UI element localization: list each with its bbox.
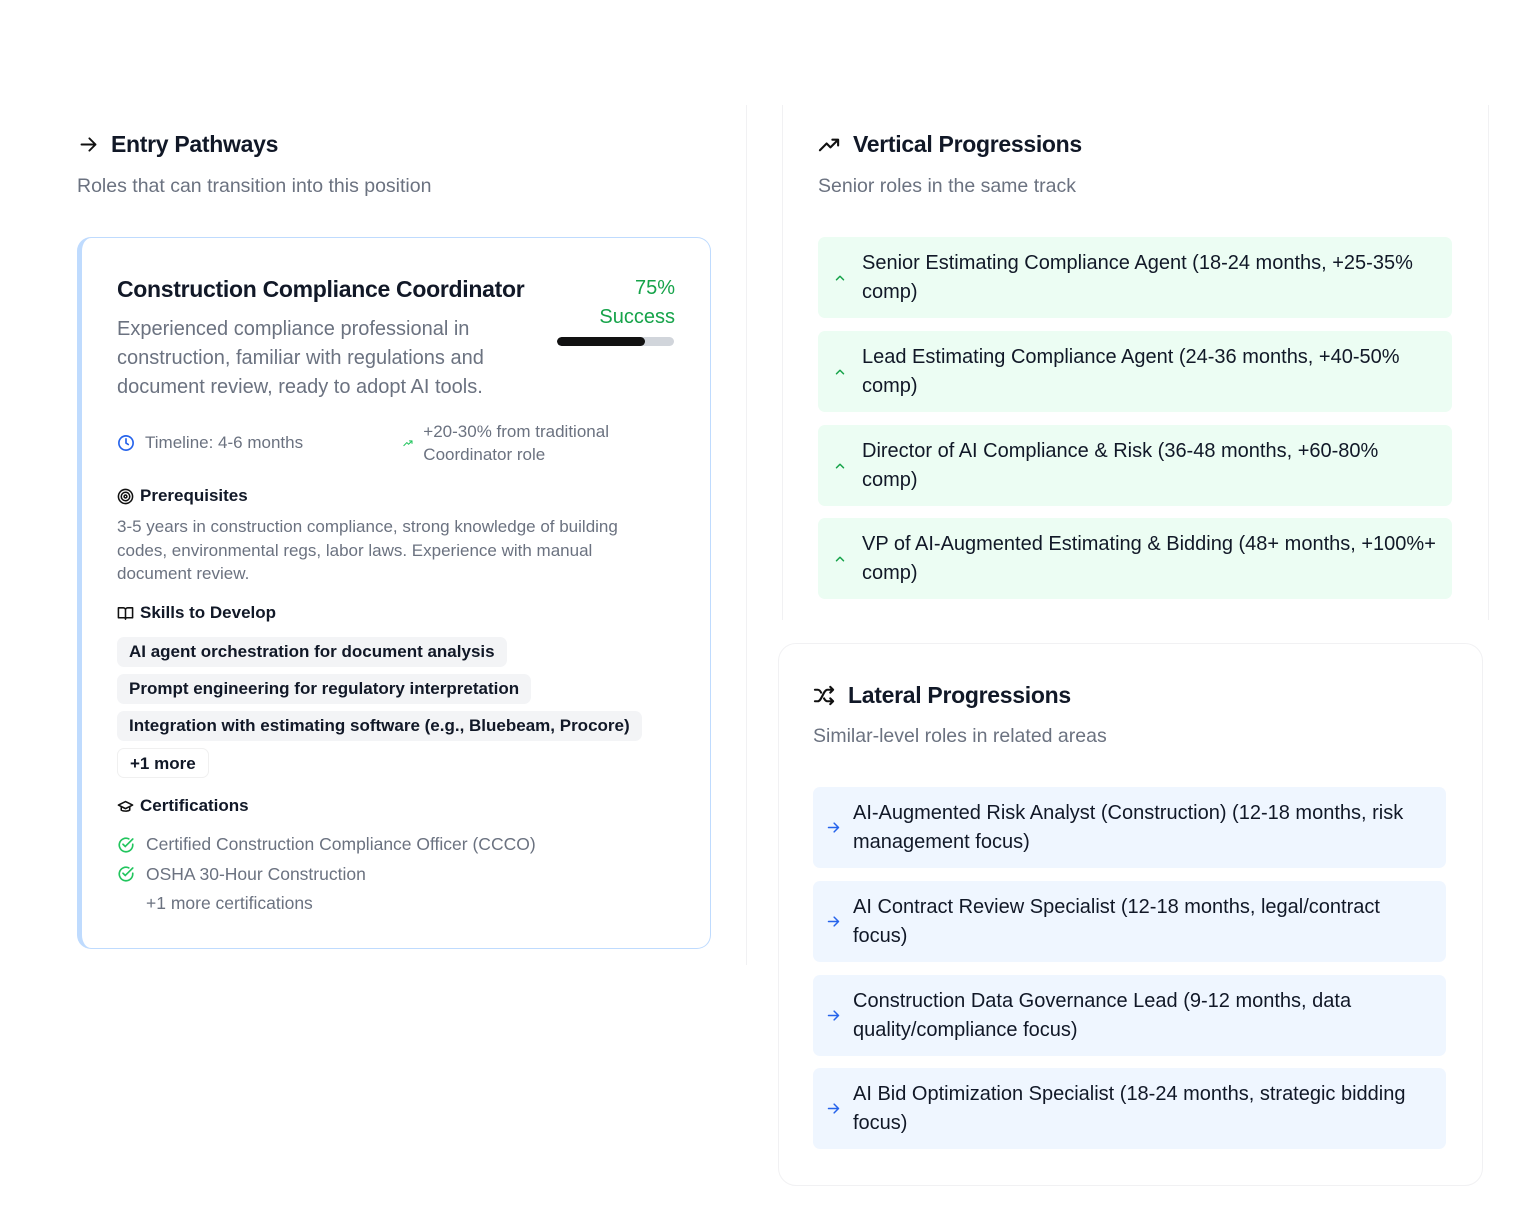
lateral-progressions-heading: [813, 682, 1071, 709]
arrow-right-icon: [813, 914, 853, 929]
lateral-progression-item[interactable]: [813, 975, 1446, 1056]
prerequisites-text: 3-5 years in construction compliance, strong knowledge of building codes, environmental regs, labor laws. Experience with manual document review.: [117, 517, 618, 583]
vertical-progression-text: VP of AI-Augmented Estimating & Bidding (48+ months, +100%+ comp): [862, 532, 1436, 584]
arrow-right-icon: [813, 1101, 853, 1116]
check-circle-icon: [117, 865, 135, 883]
vertical-progressions-heading: [818, 131, 1082, 158]
success-label: Success: [599, 306, 675, 328]
skills-list: [117, 637, 642, 778]
success-percent: 75%: [634, 277, 675, 299]
certification-item: [117, 830, 536, 860]
vertical-progression-text: Lead Estimating Compliance Agent (24-36 months, +40-50% comp): [862, 345, 1400, 397]
pathway-card[interactable]: [77, 237, 711, 949]
check-circle-icon: [117, 836, 135, 854]
prerequisites-label: Prerequisites: [140, 486, 248, 505]
chevron-up-icon: [818, 552, 862, 566]
compensation: [403, 420, 653, 466]
success-progress-fill: [557, 337, 645, 346]
certifications-list: [117, 830, 536, 919]
certification-name: Certified Construction Compliance Officer (CCCO): [146, 834, 536, 855]
skills-heading: [117, 603, 276, 623]
arrow-right-icon: [78, 134, 99, 155]
certifications-label: Certifications: [140, 796, 249, 815]
chevron-up-icon: [818, 459, 862, 473]
arrow-right-icon: [813, 1008, 853, 1023]
skills-label: Skills to Develop: [140, 603, 277, 622]
skill-chip: Prompt engineering for regulatory interpretation: [117, 674, 531, 704]
vertical-progressions-title: Vertical Progressions: [853, 131, 1082, 157]
pathway-description: Experienced compliance professional in construction, familiar with regulations and document review, ready to adopt AI tools.: [117, 318, 484, 398]
pathway-title: Construction Compliance Coordinator: [117, 276, 525, 302]
lateral-progression-text: Construction Data Governance Lead (9-12 months, data quality/compliance focus): [853, 989, 1352, 1041]
vertical-progressions-subtitle: Senior roles in the same track: [818, 175, 1076, 197]
skill-chip: AI agent orchestration for document analysis: [117, 637, 507, 667]
lateral-progressions-title: Lateral Progressions: [848, 682, 1071, 708]
lateral-progression-text: AI Contract Review Specialist (12-18 months, legal/contract focus): [853, 895, 1380, 947]
vertical-progression-item[interactable]: [818, 518, 1452, 599]
book-open-icon: [117, 605, 134, 622]
compensation-text: +20-30% from traditional Coordinator role: [423, 422, 609, 464]
entry-pathways-heading: [78, 131, 278, 158]
column-divider: [746, 105, 747, 965]
lateral-progression-item[interactable]: [813, 787, 1446, 868]
trending-up-icon: [403, 436, 413, 450]
timeline: [117, 431, 303, 454]
vertical-progression-item[interactable]: [818, 331, 1452, 412]
vertical-progression-item[interactable]: [818, 237, 1452, 318]
chevron-up-icon: [818, 271, 862, 285]
success-rate: [599, 274, 675, 332]
lateral-progression-text: AI-Augmented Risk Analyst (Construction) (12-18 months, risk management focus): [853, 801, 1404, 853]
arrow-right-icon: [813, 820, 853, 835]
target-icon: [117, 488, 134, 505]
more-certifications: +1 more certifications: [146, 893, 313, 914]
shuffle-icon: [813, 684, 836, 707]
certification-item: [117, 860, 536, 890]
success-progress-bar: [557, 337, 674, 346]
more-skills-button[interactable]: +1 more: [117, 748, 209, 778]
prerequisites-heading: [117, 486, 248, 506]
vertical-progression-item[interactable]: [818, 425, 1452, 506]
entry-pathways-title: Entry Pathways: [111, 131, 279, 157]
certification-name: OSHA 30-Hour Construction: [146, 863, 366, 884]
vertical-progression-text: Senior Estimating Compliance Agent (18-24 months, +25-35% comp): [862, 251, 1413, 303]
vertical-panel-border-left: [782, 105, 783, 620]
lateral-progression-text: AI Bid Optimization Specialist (18-24 months, strategic bidding focus): [853, 1082, 1406, 1134]
graduation-cap-icon: [117, 798, 134, 815]
certifications-heading: [117, 796, 249, 816]
lateral-progression-item[interactable]: [813, 881, 1446, 962]
lateral-progression-item[interactable]: [813, 1068, 1446, 1149]
timeline-text: Timeline: 4-6 months: [145, 433, 304, 452]
skill-chip: Integration with estimating software (e.g., Bluebeam, Procore): [117, 711, 642, 741]
lateral-progressions-subtitle: Similar-level roles in related areas: [813, 725, 1107, 747]
chevron-up-icon: [818, 365, 862, 379]
clock-icon: [117, 434, 135, 452]
vertical-panel-border-right: [1488, 105, 1489, 620]
vertical-progression-text: Director of AI Compliance & Risk (36-48 months, +60-80% comp): [862, 439, 1379, 491]
trending-up-icon: [818, 133, 841, 156]
entry-pathways-subtitle: Roles that can transition into this position: [77, 175, 432, 197]
